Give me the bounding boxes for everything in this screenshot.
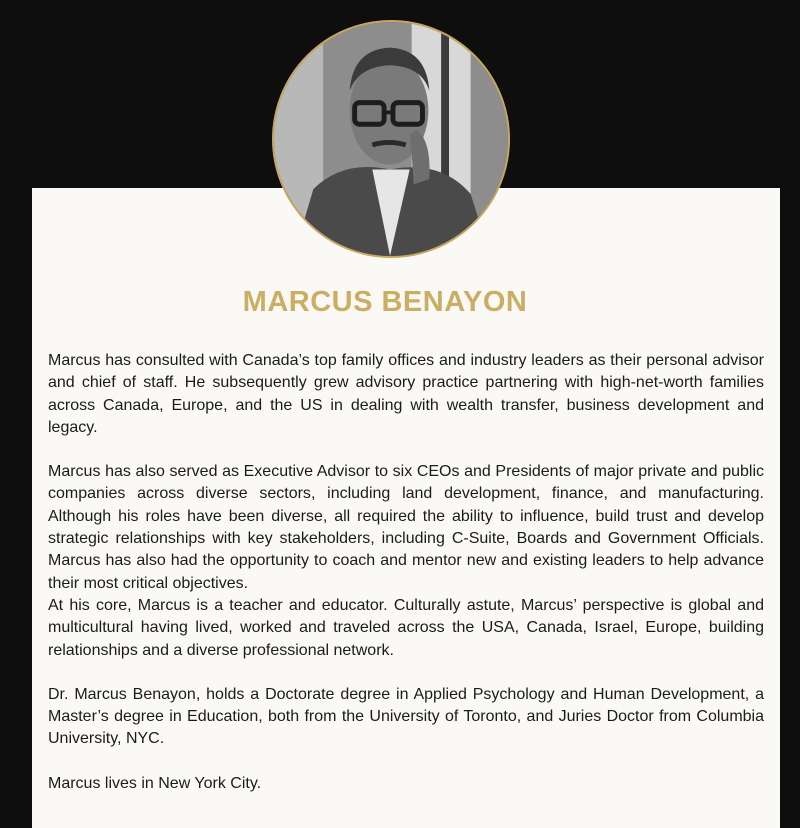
bio-paragraph-4: Dr. Marcus Benayon, holds a Doctorate degree in Applied Psychology and Human Development, a Master’s degree in Education, both from the University of Toronto, and Juries Doctor from Columbia University, NYC. <box>48 685 764 748</box>
bio-paragraph-5: Marcus lives in New York City. <box>48 774 262 792</box>
bio-paragraph-3: At his core, Marcus is a teacher and educator. Culturally astute, Marcus’ perspective is global and multicultural having lived, worked and traveled across the USA, Canada, Israel, Europe, building relationships and a diverse professional network. <box>48 596 764 659</box>
profile-name: MARCUS BENAYON <box>242 286 528 318</box>
bio-text <box>48 350 764 795</box>
bio-paragraph-1: Marcus has consulted with Canada’s top family offices and industry leaders as their personal advisor and chief of staff. He subsequently grew advisory practice partnering with high-net-worth families across Canada, Europe, and the US in dealing with wealth transfer, business development and legacy. <box>48 352 764 436</box>
bio-paragraph-2: Marcus has also served as Executive Advisor to six CEOs and Presidents of major private and public companies across diverse sectors, including land development, finance, and manufacturing. Although his roles have been diverse, all required the ability to influence, build trust and develop strategic relationships with key stakeholders, including C-Suite, Boards and Government Officials. Marcus has also had the opportunity to coach and mentor new and existing leaders to help advance their most critical objectives. <box>48 463 764 592</box>
profile-photo <box>272 20 510 258</box>
portrait-illustration <box>274 22 508 256</box>
